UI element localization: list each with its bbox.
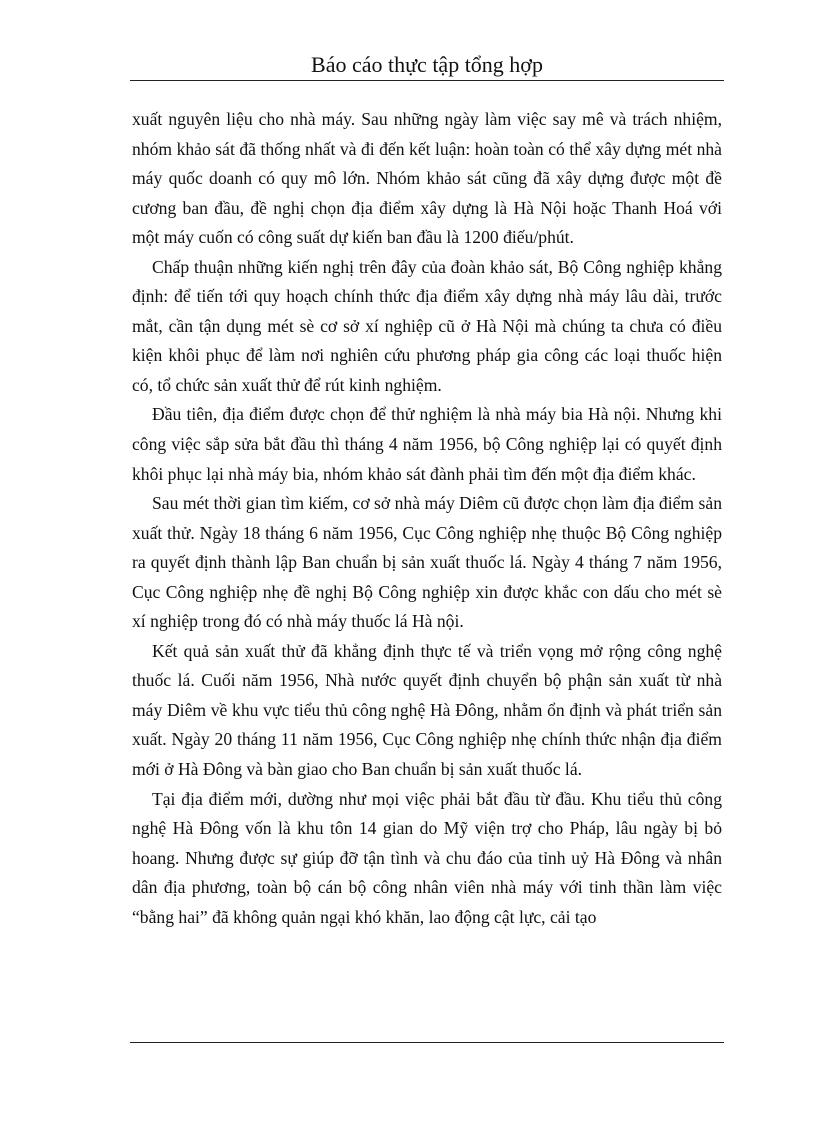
paragraph-4: Sau mét thời gian tìm kiếm, cơ sở nhà máy Diêm cũ được chọn làm địa điểm sản xuất thử. Ngày 18 tháng 6 năm 1956, Cục Công nghiệp nhẹ thuộc Bộ Công nghiệp ra quyết định thành lập Ban chuẩn bị sản xuất thuốc lá. Ngày 4 tháng 7 năm 1956, Cục Công nghiệp nhẹ đề nghị Bộ Công nghiệp xin được khắc con dấu cho mét sè xí nghiệp trong đó có nhà máy thuốc lá Hà nội. (132, 493, 722, 632)
document-body (132, 105, 722, 932)
paragraph-6: Tại địa điểm mới, dường như mọi việc phải bắt đầu từ đầu. Khu tiểu thủ công nghệ Hà Đông vốn là khu tôn 14 gian do Mỹ viện trợ cho Pháp, lâu ngày bị bỏ hoang. Nhưng được sự giúp đỡ tận tình và chu đáo của tỉnh uỷ Hà Đông và nhân dân địa phương, toàn bộ cán bộ công nhân viên nhà máy với tinh thần làm việc “bằng hai” đã không quản ngại khó khăn, lao động cật lực, cải tạo (132, 788, 722, 927)
paragraph-3: Đầu tiên, địa điểm được chọn để thử nghiệm là nhà máy bia Hà nội. Nhưng khi công việc sắp sửa bắt đầu thì tháng 4 năm 1956, bộ Công nghiệp lại có quyết định khôi phục lại nhà máy bia, nhóm khảo sát đành phải tìm đến một địa điểm khác. (132, 404, 722, 484)
paragraph-1: xuất nguyên liệu cho nhà máy. Sau những ngày làm việc say mê và trách nhiệm, nhóm khảo sát đã thống nhất và đi đến kết luận: hoàn toàn có thể xây dựng mét nhà máy quốc doanh có quy mô lớn. Nhóm khảo sát cũng đã xây dựng được một đề cương ban đầu, đề nghị chọn địa điểm xây dựng là Hà Nội hoặc Thanh Hoá với một máy cuốn có công suất dự kiến ban đầu là 1200 điếu/phút. (132, 109, 722, 248)
header-divider (130, 80, 724, 81)
paragraph-5: Kết quả sản xuất thử đã khẳng định thực tế và triển vọng mở rộng công nghệ thuốc lá. Cuối năm 1956, Nhà nước quyết định chuyển bộ phận sản xuất từ nhà máy Diêm về khu vực tiểu thủ công nghệ Hà Đông, nhằm ổn định và phát triển sản xuất. Ngày 20 tháng 11 năm 1956, Cục Công nghiệp nhẹ chính thức nhận địa điểm mới ở Hà Đông và bàn giao cho Ban chuẩn bị sản xuất thuốc lá. (132, 640, 722, 780)
paragraph-2: Chấp thuận những kiến nghị trên đây của đoàn khảo sát, Bộ Công nghiệp khẳng định: để tiến tới quy hoạch chính thức địa điểm xây dựng nhà máy lâu dài, trước mắt, cần tận dụng mét sè cơ sở xí nghiệp cũ ở Hà Nội mà chúng ta chưa có điều kiện khôi phục để làm nơi nghiên cứu phương pháp gia công các loại thuốc hiện có, tổ chức sản xuất thử để rút kinh nghiệm. (132, 256, 722, 395)
footer-divider (130, 1042, 724, 1043)
page-header-title: Báo cáo thực tập tổng hợp (311, 52, 543, 77)
